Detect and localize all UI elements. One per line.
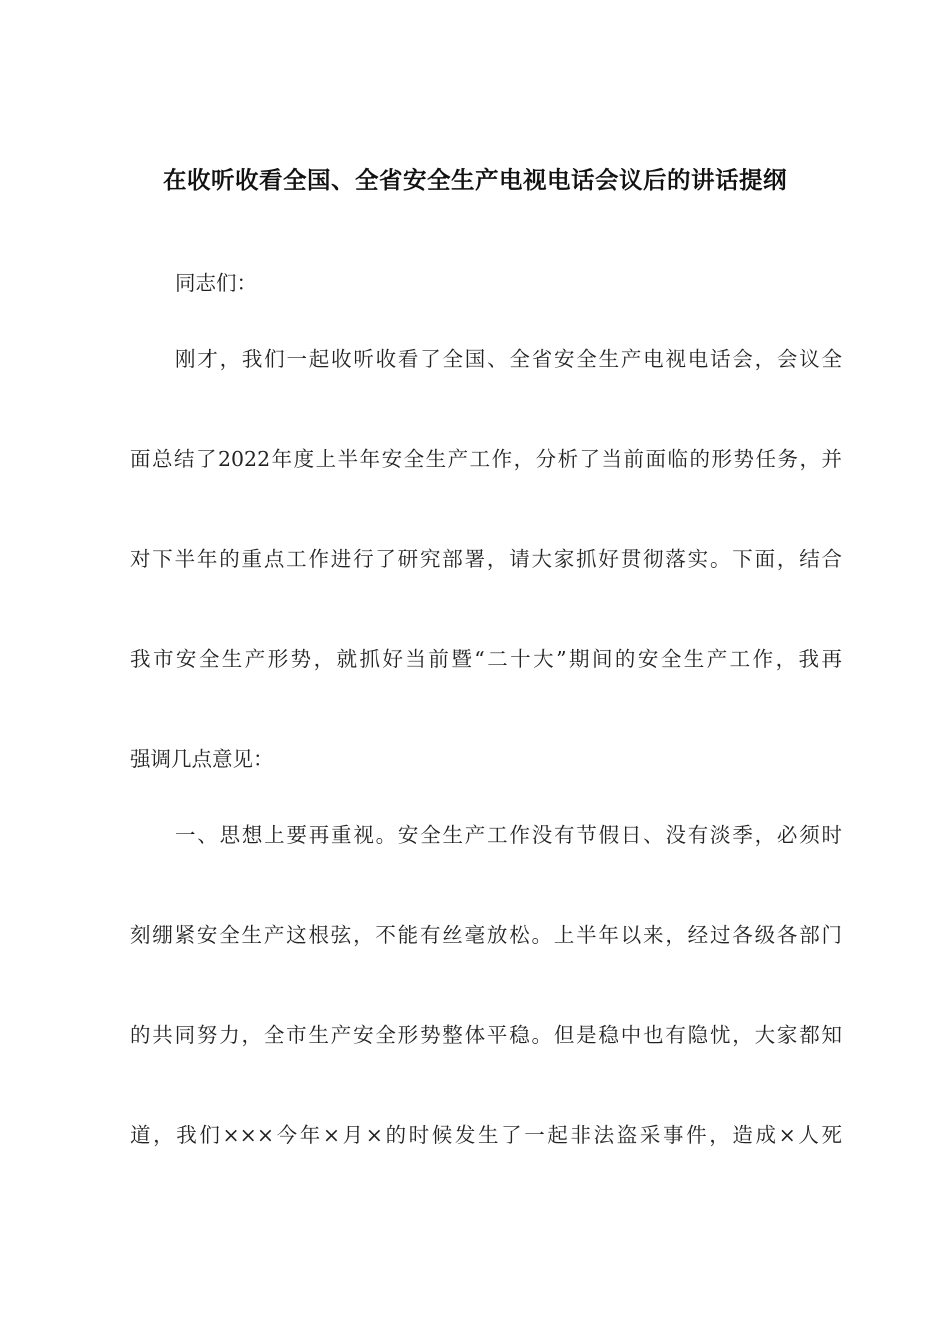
paragraph-2-line-3: 的共同努力，全市生产安全形势整体平稳。但是稳中也有隐忧，大家都知 (130, 1023, 842, 1047)
salutation: 同志们： (175, 271, 257, 295)
paragraph-1-line-2: 面总结了2022年度上半年安全生产工作，分析了当前面临的形势任务，并 (130, 447, 842, 471)
document-title: 在收听收看全国、全省安全生产电视电话会议后的讲话提纲 (163, 166, 787, 194)
paragraph-2-line-2: 刻绷紧安全生产这根弦，不能有丝毫放松。上半年以来，经过各级各部门 (130, 923, 842, 947)
paragraph-1-line-3: 对下半年的重点工作进行了研究部署，请大家抓好贯彻落实。下面，结合 (130, 547, 842, 571)
paragraph-2-line-4: 道，我们×××今年×月×的时候发生了一起非法盗采事件，造成×人死 (130, 1123, 842, 1147)
paragraph-2-line-1: 一、思想上要再重视。安全生产工作没有节假日、没有淡季，必须时 (175, 823, 842, 847)
paragraph-1-line-4: 我市安全生产形势，就抓好当前暨“二十大”期间的安全生产工作，我再 (130, 647, 842, 671)
paragraph-1-line-5: 强调几点意见： (130, 747, 274, 771)
paragraph-1-line-1: 刚才，我们一起收听收看了全国、全省安全生产电视电话会，会议全 (175, 347, 842, 371)
